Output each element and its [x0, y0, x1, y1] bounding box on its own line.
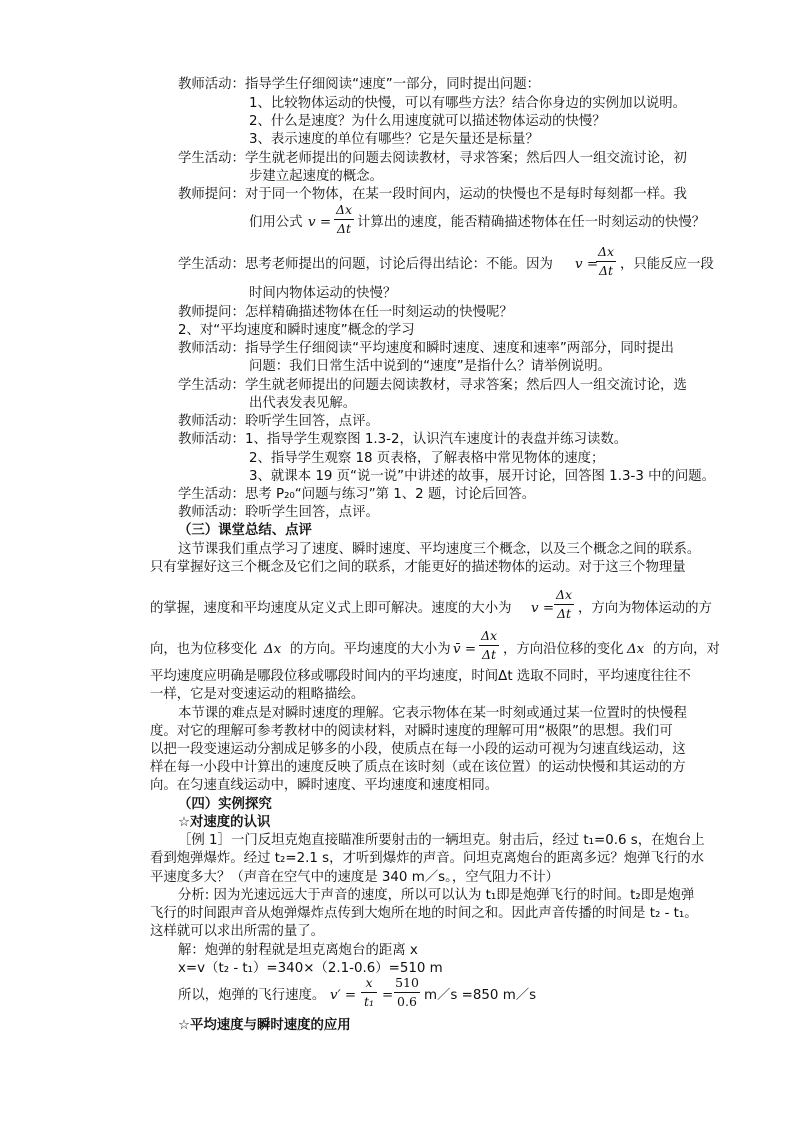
- summary-p2-l5: 向。在匀速直线运动中，瞬时速度、平均速度和速度相同。: [150, 778, 499, 793]
- formula-fraction-2: [596, 244, 616, 279]
- delta-x-1: Δx: [264, 642, 282, 657]
- formula-equals: =: [382, 988, 394, 1003]
- formula-v-2: v =: [575, 257, 599, 272]
- formula-fraction-3: [554, 587, 574, 622]
- example-1-l1: ［例 1］一门反坦克炮直接瞄准所要射击的一辆坦克。射击后，经过 t₁=0.6 s，在炮台上: [178, 833, 705, 848]
- solution-l2: x=v（t₂ - t₁）=340×（2.1-0.6）=510 m: [178, 961, 443, 976]
- fraction-bar: [334, 219, 354, 220]
- summary-p1-l4-b: 的方向。平均速度的大小为: [290, 642, 451, 657]
- teacher-activity-2-cont: 问题：我们日常生活中说到的“速度”是指什么？请举例说明。: [249, 359, 612, 374]
- numerator: 510: [395, 975, 419, 990]
- analysis-l3: 这样就可以求出所需的量了。: [150, 924, 325, 939]
- analysis-l2: 飞行的时间跟声音从炮弹爆炸点传到大炮所在地的时间之和。因此声音传播的时间是 t₂ - t₁。: [150, 906, 698, 921]
- example-1-l3: 平速度多大？（声音在空气中的速度是 340 m／s。，空气阻力不计）: [150, 870, 559, 885]
- fraction-bar: [479, 645, 499, 646]
- teacher-question-1: 教师提问：对于同一个物体，在某一段时间内，运动的快慢也不是每时每刻都一样。我: [178, 187, 687, 202]
- teacher-activity-4-item3: 3、就课本 19 页“说一说”中讲述的故事，展开讨论，回答图 1.3-3 中的问题。: [249, 469, 716, 484]
- fraction-bar: [596, 261, 616, 262]
- summary-p2-l4: 样在每一小段中计算出的速度反映了质点在该时刻（或在该位置）的运动快慢和其运动的方: [150, 760, 686, 775]
- teacher-activity-2: 教师活动：指导学生仔细阅读“平均速度和瞬时速度、速度和速率”两部分，同时提出: [178, 341, 674, 356]
- teacher-activity-4: 教师活动：1、指导学生观察图 1.3-2，认识汽车速度计的表盘并练习读数。: [178, 432, 628, 447]
- formula-v-3: v =: [531, 601, 555, 616]
- delta-x-2: Δx: [627, 642, 645, 657]
- fraction-bar: [394, 992, 420, 993]
- formula-fraction-6: [394, 975, 420, 1010]
- summary-p1-l5: 平均速度应明确是哪段位移或哪段时间内的平均速度，时间Δt 选取不同时，平均速度往往不: [150, 669, 691, 684]
- example-1-l2: 看到炮弹爆炸。经过 t₂=2.1 s，才听到爆炸的声音。问坦克离炮台的距离多远？炮弹飞行的水: [150, 851, 705, 866]
- fraction-bar: [554, 604, 574, 605]
- student-activity-4: 学生活动：思考 P₂₀“问题与练习”第 1、2 题，讨论后回答。: [178, 487, 536, 502]
- summary-p1-l2: 只有掌握好这三个概念及它们之间的联系，才能更好的描述物体的运动。对于这三个物理量: [150, 560, 686, 575]
- denominator: Δt: [481, 647, 497, 662]
- denominator: Δt: [336, 221, 352, 236]
- summary-p1-l6: 一样，它是对变速运动的粗略描绘。: [150, 687, 365, 702]
- formula-fraction-1: [334, 202, 354, 237]
- solution-l1: 解：炮弹的射程就是坦克离炮台的距离 x: [178, 943, 418, 958]
- denominator: t₁: [363, 994, 375, 1009]
- teacher-activity-1: 教师活动：指导学生仔细阅读“速度”一部分，同时提出问题：: [178, 77, 541, 92]
- denominator: 0.6: [397, 994, 417, 1009]
- summary-p1-l3-tail: ，方向为物体运动的方: [578, 601, 712, 616]
- summary-p1-l1: 这节课我们重点学习了速度、瞬时速度、平均速度三个概念，以及三个概念之间的联系。: [178, 542, 701, 557]
- section-heading-summary: （三）课堂总结、点评: [178, 523, 312, 538]
- formula-tail: 计算出的速度，能否精确描述物体在任一时刻运动的快慢？: [357, 215, 706, 230]
- numerator: Δx: [480, 628, 498, 643]
- summary-p1-l4-c: ，方向沿位移的变化: [503, 642, 624, 657]
- student-activity-1: 学生活动：学生就老师提出的问题去阅读教材，寻求答案；然后四人一组交流讨论，初: [178, 151, 687, 166]
- analysis-l1: 分析: 因为光速远远大于声音的速度，所以可以认为 t₁即是炮弹飞行的时间。t₂即是炮弹: [178, 888, 695, 903]
- subheading-speed: ☆对速度的认识: [178, 815, 271, 830]
- summary-p2-l1: 本节课的难点是对瞬时速度的理解。它表示物体在某一时刻或通过某一位置时的快慢程: [178, 706, 687, 721]
- summary-p2-l3: 以把一段变速运动分割成足够多的小段，使质点在每一小段的运动可视为匀速直线运动，这: [150, 742, 686, 757]
- formula-vbar: v̄ =: [453, 642, 477, 657]
- question-2: 2、什么是速度？为什么用速度就可以描述物体运动的快慢？: [249, 114, 606, 129]
- fraction-bar: [361, 992, 377, 993]
- formula-vprime: v′ =: [330, 988, 357, 1003]
- formula-v: v =: [308, 215, 332, 230]
- section-heading-examples: （四）实例探究: [178, 797, 272, 812]
- solution-l3-tail: m／s =850 m／s: [424, 988, 537, 1003]
- summary-p1-l4-d: 的方向，对: [653, 642, 720, 657]
- denominator: Δt: [556, 606, 572, 621]
- numerator: Δx: [555, 587, 573, 602]
- formula-fraction-5: [361, 975, 377, 1010]
- student-activity-2-tail: ，只能反应一段: [620, 257, 714, 272]
- student-activity-3-cont: 出代表发表见解。: [249, 396, 357, 411]
- summary-p2-l2: 度。对它的理解可参考教材中的阅读材料，对瞬时速度的理解可用“极限”的思想。我们可: [150, 724, 673, 739]
- section-heading-2: 2、对“平均速度和瞬时速度”概念的学习: [178, 323, 415, 338]
- question-3: 3、表示速度的单位有哪些？它是矢量还是标量？: [249, 132, 539, 147]
- formula-lead: 们用公式: [249, 215, 303, 230]
- teacher-question-2: 教师提问：怎样精确描述物体在任一时刻运动的快慢呢？: [178, 305, 513, 320]
- summary-p1-l4-a: 向，也为位移变化: [150, 642, 258, 657]
- numerator: x: [365, 975, 373, 990]
- summary-p1-l3: 的掌握，速度和平均速度从定义式上即可解决。速度的大小为: [150, 601, 512, 616]
- formula-fraction-4: [479, 628, 499, 663]
- teacher-activity-5: 教师活动：聆听学生回答，点评。: [178, 505, 379, 520]
- student-activity-2-cont: 时间内物体运动的快慢？: [249, 286, 397, 301]
- numerator: Δx: [335, 202, 353, 217]
- numerator: Δx: [597, 244, 615, 259]
- student-activity-1-cont: 步建立起速度的概念。: [249, 169, 383, 184]
- solution-l3-lead: 所以，炮弹的飞行速度。: [178, 988, 326, 1003]
- question-1: 1、比较物体运动的快慢，可以有哪些方法？结合你身边的实例加以说明。: [249, 96, 687, 111]
- teacher-activity-3: 教师活动：聆听学生回答，点评。: [178, 414, 379, 429]
- teacher-activity-4-item2: 2、指导学生观察 18 页表格，了解表格中常见物体的速度；: [249, 451, 605, 466]
- subheading-average-instant: ☆平均速度与瞬时速度的应用: [178, 1018, 351, 1033]
- student-activity-2: 学生活动：思考老师提出的问题，讨论后得出结论：不能。因为: [178, 257, 553, 272]
- denominator: Δt: [598, 263, 614, 278]
- student-activity-3: 学生活动：学生就老师提出的问题去阅读教材，寻求答案；然后四人一组交流讨论，选: [178, 378, 687, 393]
